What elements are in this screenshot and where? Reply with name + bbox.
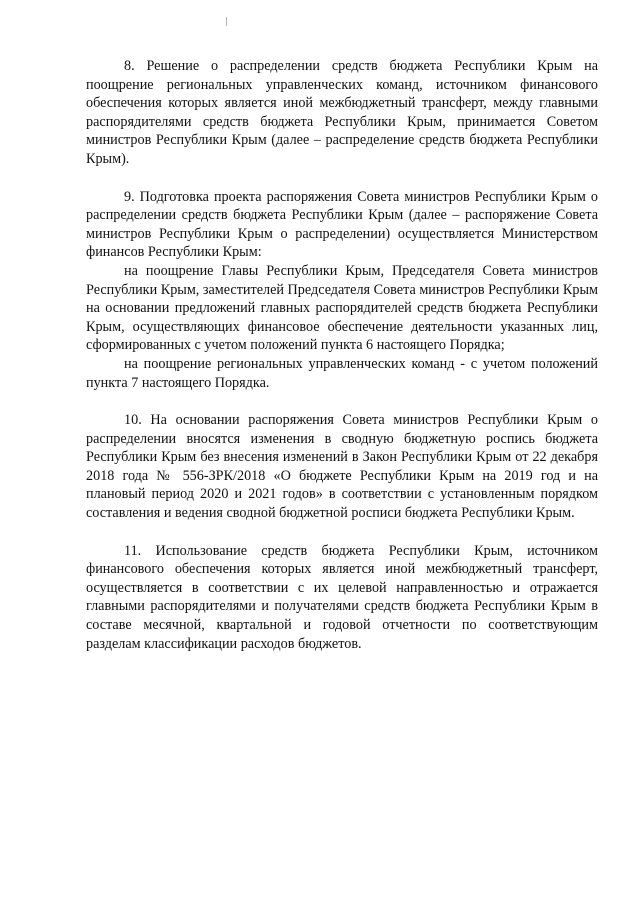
paragraph-9-item-1: на поощрение Главы Республики Крым, Председателя Совета министров Республики Крым, заместителей Председателя Совета министров Республики Крым на основании предложений главных распорядителей средств бюджета Республики Крым, осуществляющих финансовое обеспечение деятельности указанных лиц, сформированных с учетом положений пункта 6 настоящего Порядка; [86,262,598,354]
paragraph-11: 11. Использование средств бюджета Республики Крым, источником финансового обеспечения которых является иной межбюджетный трансферт, осуществляется в соответствии с их целевой направленностью и отражается главными распорядителями и получателями средств бюджета Республики Крым в составе месячной, квартальной и годовой отчетности по соответствующим разделам классификации расходов бюджетов. [86,542,598,652]
paragraph-9: 9. Подготовка проекта распоряжения Совета министров Республики Крым о распределении средств бюджета Республики Крым (далее – распоряжение Совета министров Республики Крым о распределении) осуществляется Министерством финансов Республики Крым: [86,188,598,261]
paragraph-8: 8. Решение о распределении средств бюджета Республики Крым на поощрение региональных управленческих команд, источником финансового обеспечения которых является иной межбюджетный трансферт, между главными распорядителями средств бюджета Республики Крым, принимается Советом министров Республики Крым (далее – распределение средств бюджета Республики Крым). [86,58,598,167]
document-body [86,57,598,653]
scan-mark [226,17,227,26]
paragraph-10: 10. На основании распоряжения Совета министров Республики Крым о распределении вносятся изменения в сводную бюджетную роспись бюджета Республики Крым без внесения изменений в Закон Республики Крым от 22 декабря 2018 года № 556-ЗРК/2018 «О бюджете Республики Крым на 2019 год и на плановый период 2020 и 2021 годов» в соответствии с установленным порядком составления и ведения сводной бюджетной росписи бюджета Республики Крым. [86,412,598,522]
paragraph-9-item-2: на поощрение региональных управленческих команд - с учетом положений пункта 7 настоящего Порядка. [86,355,598,391]
